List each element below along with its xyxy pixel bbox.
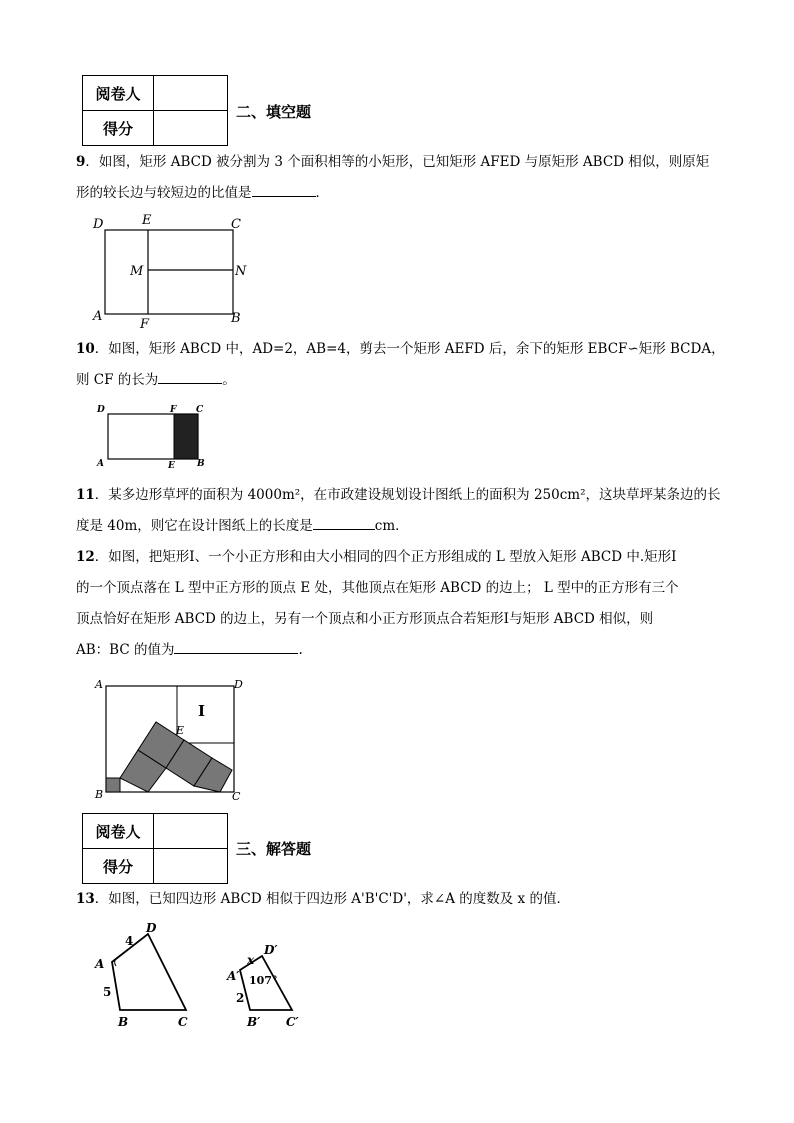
answer-blank[interactable] — [158, 371, 222, 384]
small-square — [106, 778, 120, 792]
score-label: 得分 — [83, 111, 154, 146]
question-text: ．如图，矩形 ABCD 被分割为 3 个面积相等的小矩形，已知矩形 AFED 与原矩形 ABCD 相似，则原矩 — [85, 154, 710, 170]
question-text: 顶点恰好在矩形 ABCD 的边上，另有一个顶点和小正方形顶点合若矩形Ⅰ与矩形 ABCD 相似，则 — [76, 611, 654, 627]
side-label: 5 — [103, 985, 112, 999]
score-table — [82, 75, 228, 146]
label-a: A — [95, 678, 103, 691]
question-text: 则 CF 的长为 — [76, 372, 159, 388]
figure-q9 — [90, 212, 250, 332]
quad-abcd-prime — [226, 943, 300, 1029]
label-d: D — [234, 678, 243, 691]
figure-q13 — [90, 920, 320, 1035]
label-c: C — [178, 1015, 188, 1029]
section-title: 二、填空题 — [236, 103, 312, 121]
label-e: E — [142, 213, 152, 228]
label-e: E — [168, 461, 175, 471]
question-number: 9 — [76, 154, 86, 170]
answer-blank[interactable] — [252, 184, 316, 197]
section-title: 三、解答题 — [236, 840, 312, 858]
question-text: ．如图，矩形 ABCD 中，AD=2，AB=4，剪去一个矩形 AEFD 后，余下的矩形 EBCF∽矩形 BCDA， — [94, 341, 725, 357]
grader-cell[interactable] — [154, 814, 228, 849]
label-a-prime: A′ — [227, 969, 240, 983]
question-text: ．某多边形草坪的面积为 4000m²，在市政建设规划设计图纸上的面积为 250cm²，这块草坪某条边的长 — [94, 487, 721, 503]
grader-label: 阅卷人 — [83, 76, 154, 111]
question-number: 12 — [76, 549, 95, 565]
rect-ebcf — [174, 414, 198, 459]
question-text: cm． — [374, 518, 409, 534]
label-a: A — [97, 459, 104, 469]
grader-cell[interactable] — [154, 76, 228, 111]
label-b: B — [95, 788, 104, 801]
label-b-prime: B′ — [247, 1015, 261, 1029]
question-number: 10 — [76, 341, 95, 357]
label-f: F — [140, 317, 150, 332]
score-label: 得分 — [83, 849, 154, 884]
score-cell[interactable] — [154, 849, 228, 884]
punctuation: . — [298, 642, 303, 658]
label-d: D — [97, 405, 105, 415]
question-text: ．如图，把矩形Ⅰ、一个小正方形和由大小相同的四个正方形组成的 L 型放入矩形 ABCD 中.矩形Ⅰ — [94, 549, 677, 565]
label-m: M — [130, 264, 144, 279]
label-e: E — [176, 724, 185, 737]
question-number: 13 — [76, 891, 95, 907]
label-c: C — [231, 217, 241, 232]
question-13 — [76, 884, 756, 915]
figure-q12 — [92, 674, 252, 804]
label-c-prime: C′ — [286, 1015, 299, 1029]
label-n: N — [235, 264, 247, 279]
label-a: A — [95, 957, 105, 971]
side-label: 2 — [236, 991, 245, 1005]
rect-i — [177, 686, 234, 743]
angle-label: 107° — [249, 974, 278, 987]
label-d: D — [93, 217, 104, 232]
l-shape — [120, 696, 232, 792]
punctuation: 。 — [222, 372, 236, 388]
rect-abcd — [105, 230, 233, 314]
question-number: 11 — [76, 487, 95, 503]
label-b: B — [197, 459, 205, 469]
label-i: I — [198, 702, 206, 720]
score-cell[interactable] — [154, 111, 228, 146]
question-12 — [76, 542, 756, 666]
label-c: C — [232, 790, 241, 803]
quad-abcd — [94, 921, 188, 1029]
side-label: 4 — [125, 934, 134, 948]
score-table — [82, 813, 228, 884]
label-a: A — [93, 309, 103, 324]
question-text: 度是 40m，则它在设计图纸上的长度是 — [76, 518, 313, 534]
grader-label: 阅卷人 — [83, 814, 154, 849]
label-b: B — [231, 311, 241, 326]
label-x: x — [247, 953, 255, 967]
answer-blank[interactable] — [313, 517, 375, 530]
label-f: F — [170, 405, 177, 415]
question-9 — [76, 147, 756, 209]
label-d: D — [146, 921, 157, 935]
question-10 — [76, 334, 756, 396]
question-11 — [76, 480, 756, 542]
question-text: AB：BC 的值为 — [76, 642, 175, 658]
figure-q10 — [94, 400, 214, 472]
question-text: ．如图，已知四边形 ABCD 相似于四边形 A'B'C'D'，求∠A 的度数及 x 的值． — [94, 891, 570, 907]
question-text: 形的较长边与较短边的比值是 — [76, 185, 252, 201]
answer-blank[interactable] — [174, 641, 298, 654]
question-text: 的一个顶点落在 L 型中正方形的顶点 E 处，其他顶点在矩形 ABCD 的边上； L 型中的正方形有三个 — [76, 580, 679, 596]
label-d-prime: D′ — [264, 943, 278, 957]
label-c: C — [196, 405, 204, 415]
punctuation: ． — [315, 185, 329, 201]
label-b: B — [118, 1015, 129, 1029]
